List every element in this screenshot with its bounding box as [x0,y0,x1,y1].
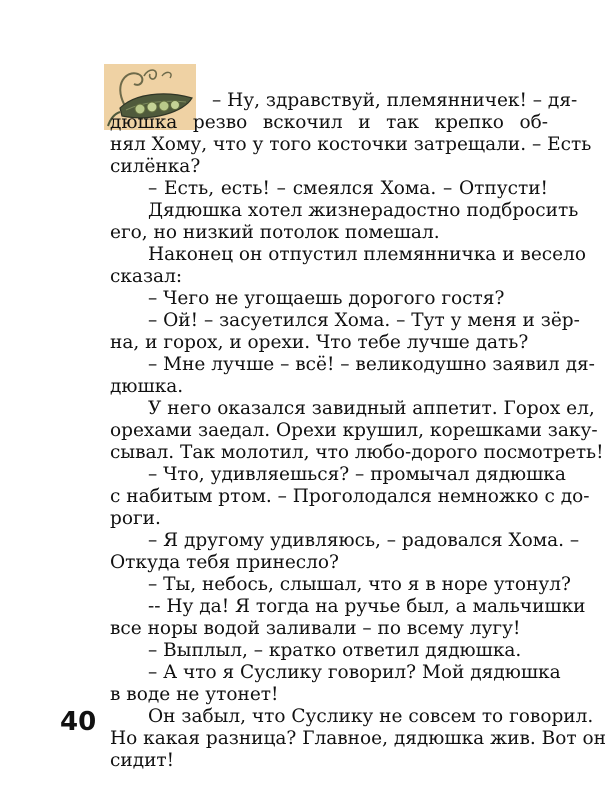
text-line: У него оказался завидный аппетит. Горох ел, [148,398,595,419]
text-line: с набитым ртом. – Проголодался немножко с до- [110,486,590,507]
text-line: сидит! [110,750,175,771]
text-line: нял Хому, что у того косточки затрещали. – Есть [110,134,592,155]
text-line: Он забыл, что Суслику не совсем то говорил. [148,706,594,727]
text-line: силёнка? [110,156,201,177]
text-line: – Мне лучше – всё! – великодушно заявил дя- [148,354,595,375]
text-line: Откуда тебя принесло? [110,552,339,573]
text-line: сказал: [110,266,183,287]
text-line: – Чего не угощаешь дорогого гостя? [148,288,505,309]
text-line: – Я другому удивляюсь, – радовался Хома. – [148,530,580,551]
text-line: -- Ну да! Я тогда на ручье был, а мальчишки [148,596,586,617]
text-line: Дядюшка хотел жизнерадостно подбросить [148,200,579,221]
text-line: на, и горох, и орехи. Что тебе лучше дать? [110,332,529,353]
text-line: – Ой! – засуетился Хома. – Тут у меня и зёр- [148,310,580,331]
text-line: дюшка. [110,376,184,397]
page-number: 40 [60,707,97,737]
text-line: роги. [110,508,161,529]
text-line: – Ты, небось, слышал, что я в норе утонул? [148,574,571,595]
text-line: – Выплыл, – кратко ответил дядюшка. [148,640,522,661]
text-line: Но какая разница? Главное, дядюшка жив. Вот он [110,728,606,749]
text-line: в воде не утонет! [110,684,279,705]
text-line: Наконец он отпустил племянничка и весело [148,244,586,265]
text-line: дюшка резво вскочил и так крепко об- [110,112,548,133]
text-line: – Ну, здравствуй, племянничек! – дя- [212,90,578,111]
text-line: орехами заедал. Орехи крушил, корешками заку- [110,420,598,441]
text-line: – Есть, есть! – смеялся Хома. – Отпусти! [148,178,548,199]
text-line: – Что, удивляешься? – промычал дядюшка [148,464,566,485]
text-line: его, но низкий потолок помешал. [110,222,440,243]
text-line: сывал. Так молотил, что любо-дорого посмотреть! [110,442,604,463]
text-line: – А что я Суслику говорил? Мой дядюшка [148,662,561,683]
text-line: все норы водой заливали – по всему лугу! [110,618,521,639]
